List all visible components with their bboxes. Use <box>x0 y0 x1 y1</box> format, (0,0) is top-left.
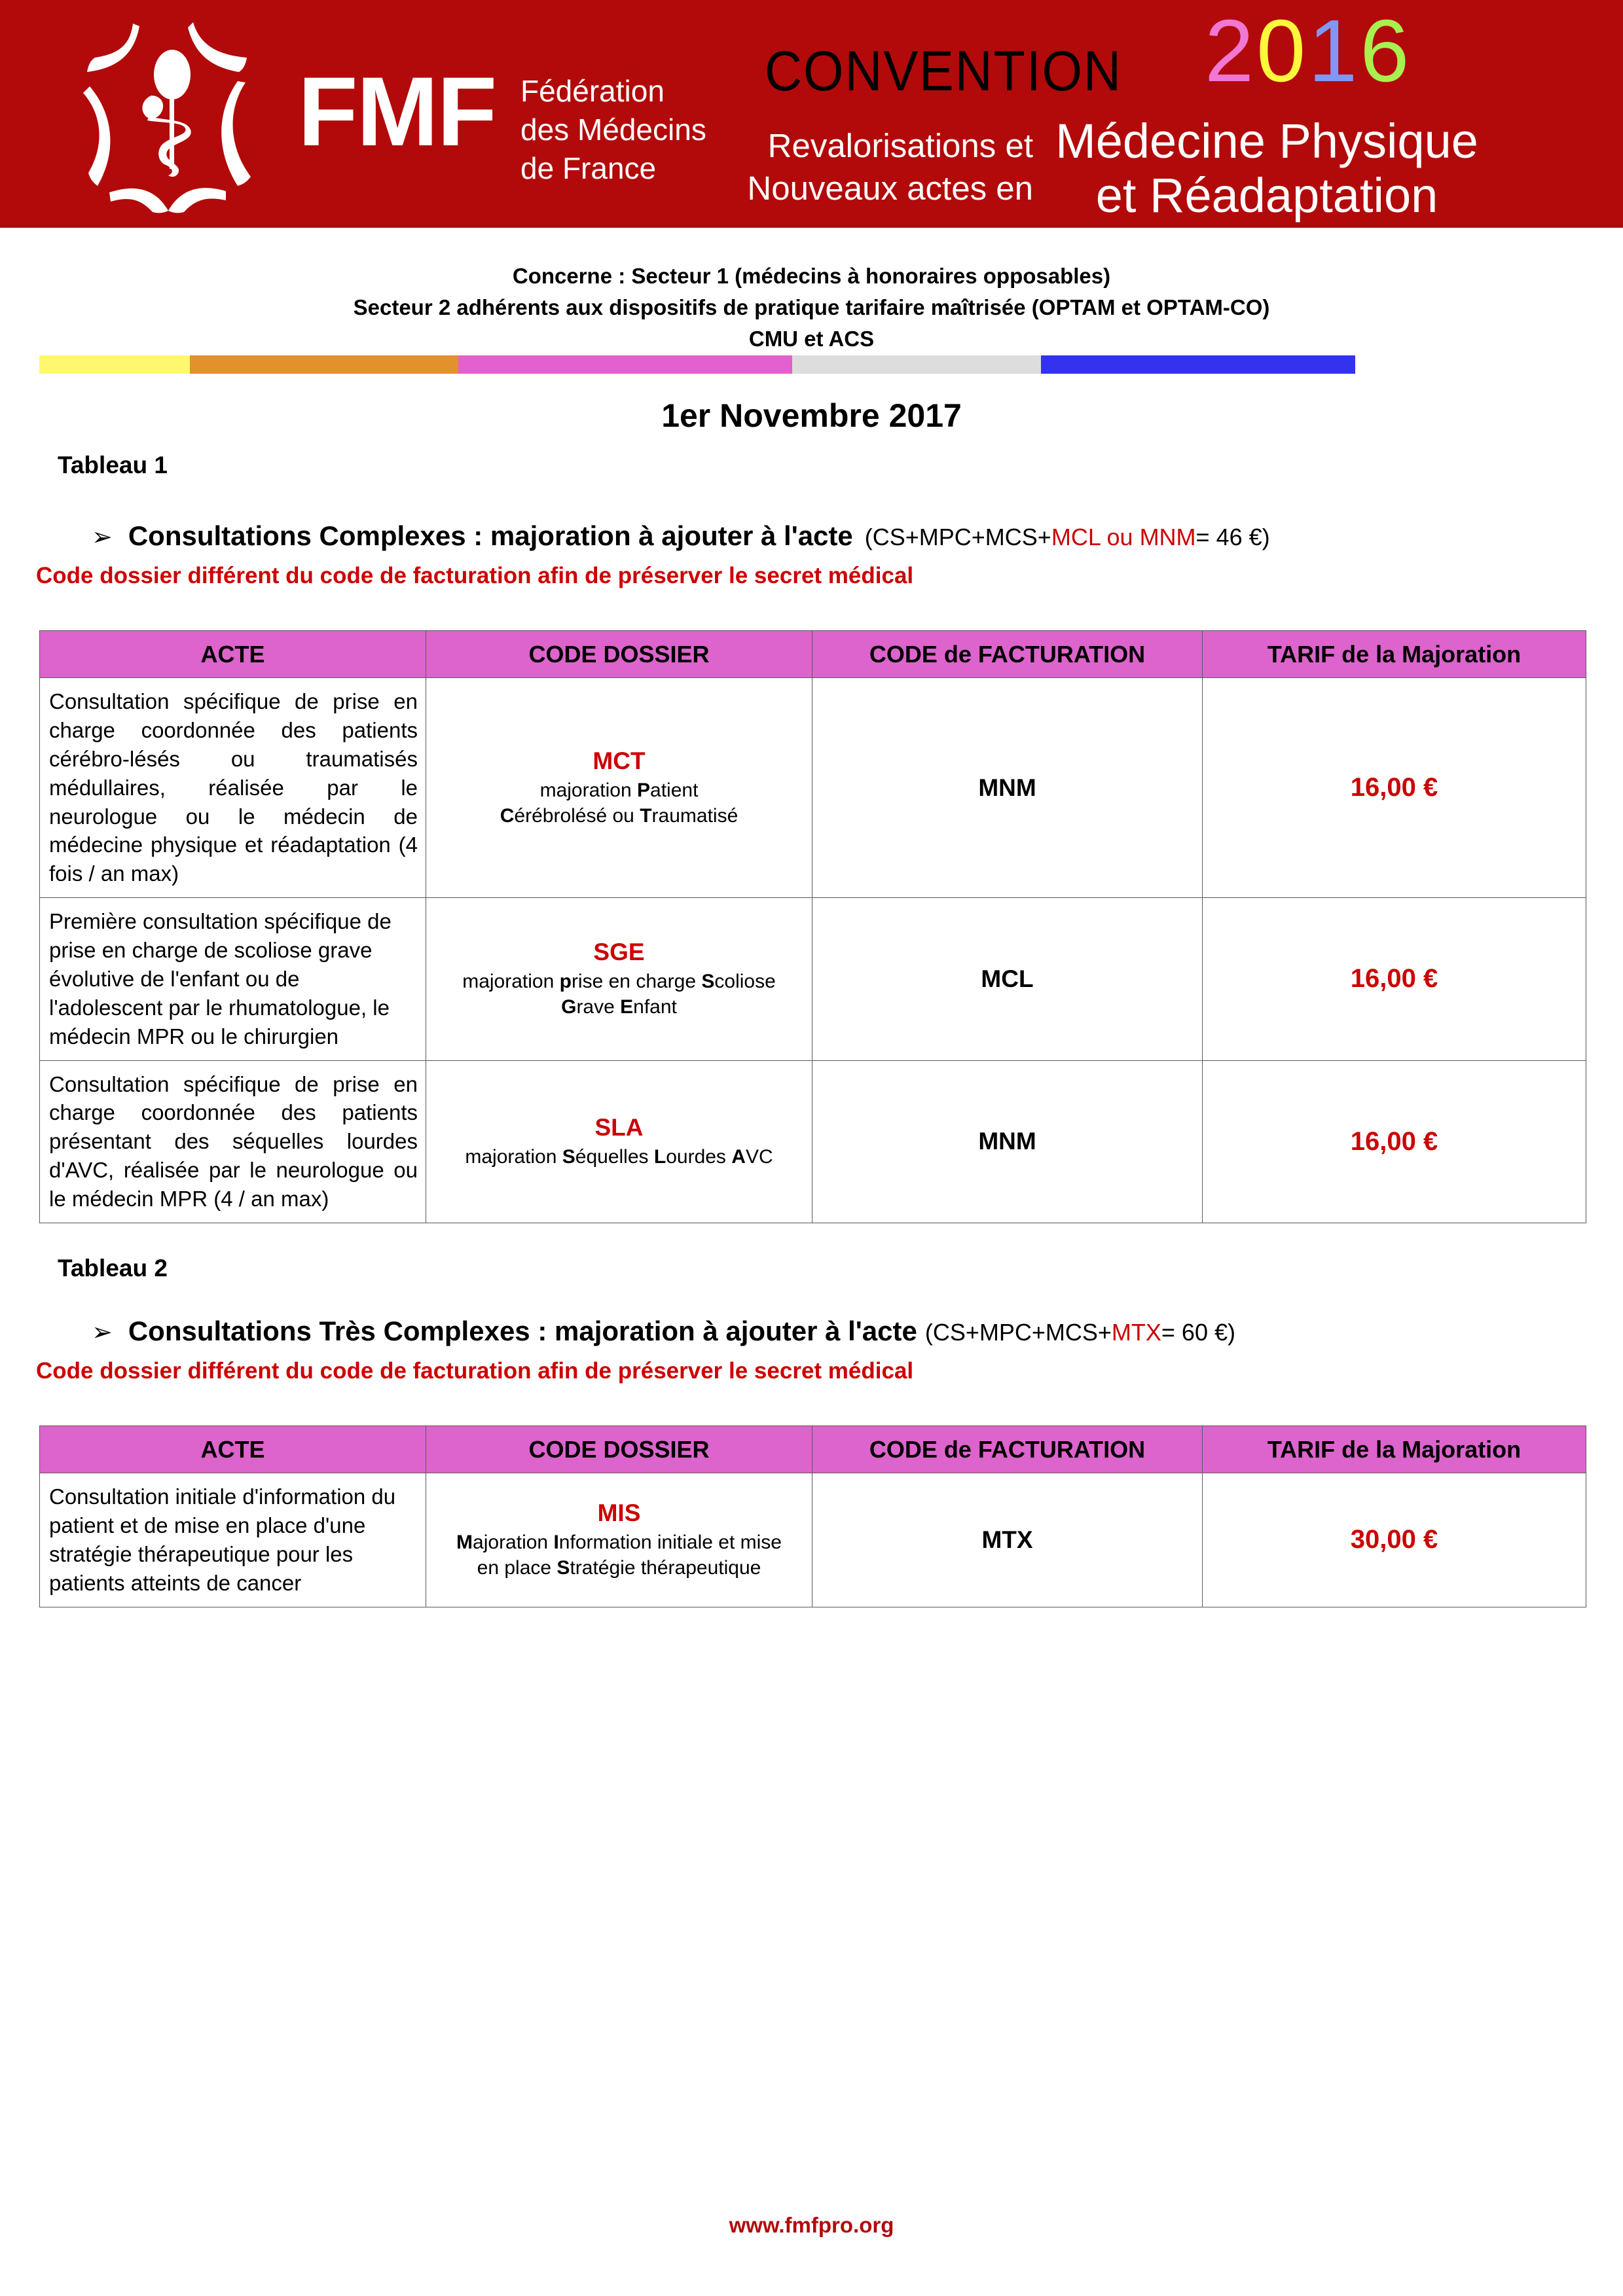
code-desc-seg: E <box>620 996 634 1018</box>
code-desc-seg: raumatisé <box>651 804 739 827</box>
code-desc-seg: équelles <box>575 1145 654 1168</box>
column-header-code-dossier: CODE DOSSIER <box>426 1426 812 1473</box>
fmf-abbreviation: FMF <box>298 56 496 166</box>
column-header-code-facturation: CODE de FACTURATION <box>812 631 1203 678</box>
column-header-tarif: TARIF de la Majoration <box>1203 1426 1586 1473</box>
code-desc-seg: A <box>731 1145 746 1168</box>
year-digit-3: 1 <box>1308 1 1360 100</box>
code-desc-seg: VC <box>745 1145 773 1168</box>
code-abbreviation: SLA <box>594 1113 644 1141</box>
code-description <box>434 778 804 829</box>
cell-acte: Consultation spécifique de prise en charge coordonnée des patients présentant des séquelles lourdes d'AVC, réalisée par le neurologue ou le médecin MPR (4 / an max) <box>40 1060 426 1223</box>
cell-code-facturation: MCL <box>812 898 1203 1060</box>
cell-code-facturation: MNM <box>812 1060 1203 1223</box>
code-desc-seg: majoration <box>465 1145 562 1168</box>
color-bar-segment-4 <box>792 355 1041 374</box>
code-desc-seg: en place <box>477 1556 557 1579</box>
code-desc-seg: p <box>559 970 572 992</box>
table-row <box>40 1473 1586 1607</box>
column-header-code-dossier: CODE DOSSIER <box>426 631 812 678</box>
cell-tarif: 16,00 € <box>1203 1060 1586 1223</box>
specialty-title <box>936 115 1597 223</box>
table-row <box>40 898 1586 1060</box>
code-desc-seg: ajoration <box>473 1531 554 1553</box>
section-1-formula <box>865 524 1270 551</box>
section-2-secret-note: Code dossier différent du code de facturation afin de préserver le secret médical <box>36 1358 914 1384</box>
cell-code-facturation: MNM <box>812 678 1203 898</box>
fmf-logo-icon <box>69 14 265 217</box>
tableau-1-label: Tableau 1 <box>58 452 168 478</box>
section-1-formula-prefix: (CS+MPC+MCS+ <box>864 524 1051 550</box>
tableau-2 <box>39 1426 1586 1607</box>
arrow-bullet-icon: ➢ <box>92 1319 113 1346</box>
cell-code-facturation: MTX <box>812 1473 1203 1607</box>
column-header-tarif: TARIF de la Majoration <box>1203 631 1586 678</box>
concerne-line-2: Secteur 2 adhérents aux dispositifs de pratique tarifaire maîtrisée (OPTAM et OPTAM-CO) <box>353 295 1270 319</box>
arrow-bullet-icon: ➢ <box>92 524 113 551</box>
code-desc-seg: S <box>701 970 715 992</box>
cell-acte: Consultation initiale d'information du patient et de mise en place d'une stratégie thérapeutique pour les patients atteints de cancer <box>40 1473 426 1607</box>
fmf-full-name <box>520 72 706 188</box>
section-2-formula-highlight: MTX <box>1111 1319 1161 1346</box>
code-desc-seg: nformation initiale et mise <box>558 1531 782 1553</box>
code-desc-seg: coliose <box>714 970 776 992</box>
code-abbreviation: MCT <box>593 747 646 774</box>
section-1-formula-suffix: = 46 €) <box>1195 524 1270 550</box>
convention-title: CONVENTION <box>765 40 1122 103</box>
table-row <box>40 1060 1586 1223</box>
cell-tarif: 16,00 € <box>1203 898 1586 1060</box>
cell-code-dossier <box>426 1473 812 1607</box>
code-desc-seg: S <box>562 1145 575 1168</box>
fmf-name-line-1: Fédération <box>520 74 665 108</box>
code-desc-seg: atient <box>650 779 699 801</box>
concerne-block <box>0 260 1623 355</box>
code-desc-seg: S <box>556 1556 570 1579</box>
year-digit-2: 0 <box>1256 1 1309 100</box>
table-row <box>40 678 1586 898</box>
effective-date: 1er Novembre 2017 <box>661 397 962 434</box>
code-desc-seg: M <box>456 1531 473 1553</box>
cell-tarif: 16,00 € <box>1203 678 1586 898</box>
column-header-code-facturation: CODE de FACTURATION <box>812 1426 1203 1473</box>
code-desc-seg: rave <box>576 996 621 1018</box>
section-1-secret-note: Code dossier différent du code de facturation afin de préserver le secret médical <box>36 563 914 588</box>
section-2-formula <box>925 1319 1235 1346</box>
cell-tarif: 30,00 € <box>1203 1473 1586 1607</box>
code-desc-seg: L <box>653 1145 666 1168</box>
year-digit-1: 2 <box>1205 1 1257 100</box>
section-2-heading-text: Consultations Très Complexes : majoration à ajouter à l'acte <box>128 1316 917 1346</box>
cell-code-dossier <box>426 1060 812 1223</box>
code-desc-seg: P <box>637 779 651 801</box>
table-header-row <box>40 1426 1586 1473</box>
header-banner <box>0 0 1623 228</box>
section-2-formula-suffix: = 60 €) <box>1161 1319 1235 1346</box>
concerne-line-3: CMU et ACS <box>748 326 875 351</box>
footer-website-url[interactable]: www.fmfpro.org <box>729 2213 894 2237</box>
year-digit-4: 6 <box>1360 1 1412 100</box>
code-description <box>434 969 804 1020</box>
cell-code-dossier <box>426 898 812 1060</box>
code-description <box>434 1530 804 1581</box>
code-desc-seg: rise en charge <box>571 970 702 992</box>
section-1-formula-highlight: MCL ou MNM <box>1051 524 1196 550</box>
revalorisation-line-2: Nouveaux actes en <box>747 170 1033 207</box>
fmf-name-line-2: des Médecins <box>520 112 706 147</box>
tableau-2-label: Tableau 2 <box>58 1255 168 1282</box>
color-bar-segment-3 <box>458 355 792 374</box>
color-bar-segment-5 <box>1041 355 1355 374</box>
section-1-heading-text: Consultations Complexes : majoration à ajouter à l'acte <box>128 520 853 551</box>
specialty-line-2: et Réadaptation <box>1095 168 1438 223</box>
code-desc-seg: majoration <box>539 779 637 801</box>
code-desc-seg: C <box>500 804 515 827</box>
code-desc-seg: tratégie thérapeutique <box>570 1556 761 1579</box>
table-header-row <box>40 631 1586 678</box>
decorative-color-bar <box>39 355 1581 374</box>
code-description <box>434 1144 804 1170</box>
column-header-acte: ACTE <box>40 631 426 678</box>
cell-code-dossier <box>426 678 812 898</box>
cell-acte: Consultation spécifique de prise en charge coordonnée des patients cérébro-lésés ou traumatisés médullaires, réalisée par le neurologue ou le médecin de médecine physique et réadaptation (4 fois / an max) <box>40 678 426 898</box>
code-desc-seg: majoration <box>462 970 560 992</box>
code-desc-seg: I <box>553 1531 559 1553</box>
color-bar-segment-2 <box>190 355 458 374</box>
code-abbreviation: SGE <box>593 938 645 965</box>
section-2-formula-prefix: (CS+MPC+MCS+ <box>924 1319 1112 1346</box>
code-desc-seg: G <box>561 996 577 1018</box>
specialty-line-1: Médecine Physique <box>1055 114 1478 168</box>
code-desc-seg: érébrolésé ou <box>514 804 640 827</box>
section-2-heading <box>92 1316 1235 1347</box>
section-1-heading <box>92 520 1270 552</box>
column-header-acte: ACTE <box>40 1426 426 1473</box>
cell-acte: Première consultation spécifique de prise en charge de scoliose grave évolutive de l'enfant ou de l'adolescent par le rhumatologue, le médecin MPR ou le chirurgien <box>40 898 426 1060</box>
revalorisation-line-1: Revalorisations et <box>767 127 1033 164</box>
convention-year <box>1205 1 1412 100</box>
code-abbreviation: MIS <box>597 1499 641 1526</box>
color-bar-segment-1 <box>39 355 190 374</box>
code-desc-seg: T <box>640 804 652 827</box>
fmf-name-line-3: de France <box>520 151 657 185</box>
code-desc-seg: ourdes <box>666 1145 732 1168</box>
code-desc-seg: nfant <box>633 996 677 1018</box>
tableau-1 <box>39 630 1586 1223</box>
concerne-line-1: Concerne : Secteur 1 (médecins à honoraires opposables) <box>512 264 1111 288</box>
